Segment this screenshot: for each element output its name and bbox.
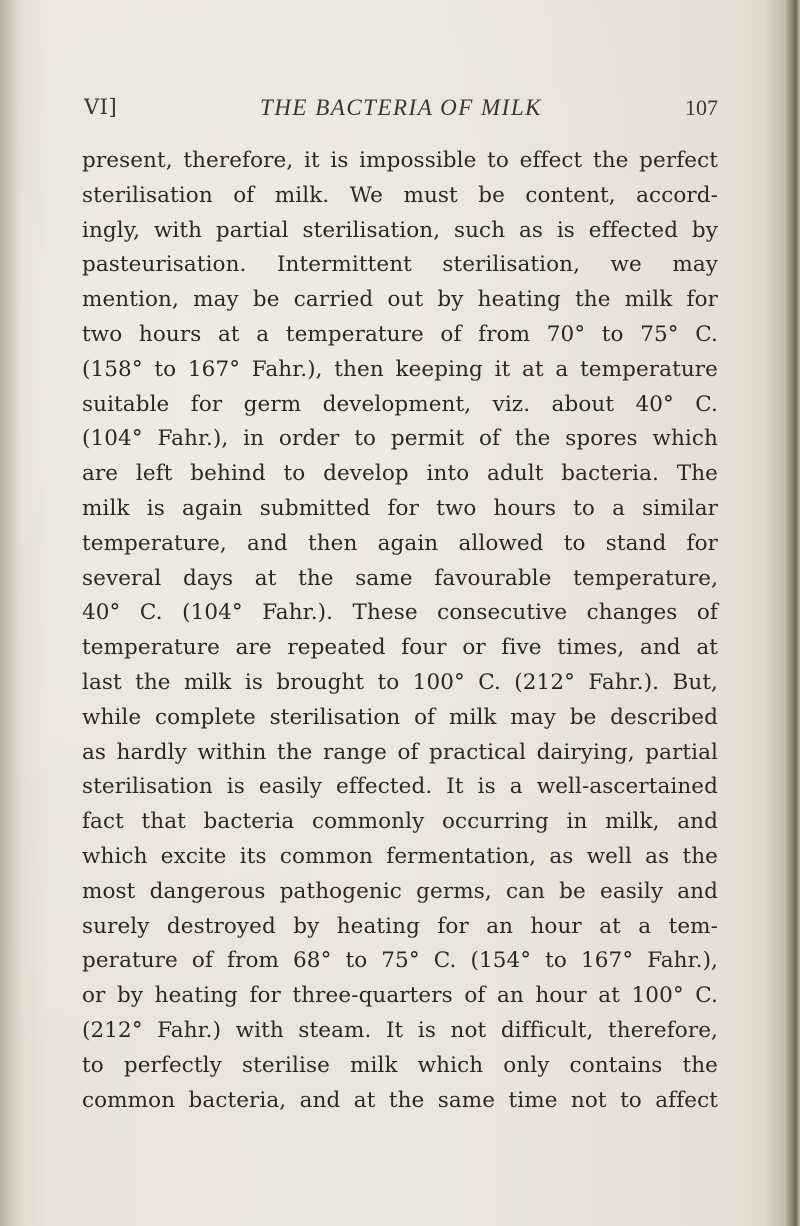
text-line: surely destroyed by heating for an hour at a tem- bbox=[82, 913, 718, 939]
text-line: (104° Fahr.), in order to permit of the spores which bbox=[82, 426, 718, 452]
text-line: to perfectly sterilise milk which only contains the bbox=[82, 1052, 718, 1078]
text-line: most dangerous pathogenic germs, can be easily and bbox=[82, 878, 718, 904]
text-line: as hardly within the range of practical dairying, partial bbox=[82, 739, 718, 765]
text-line: two hours at a temperature of from 70° to 75° C. bbox=[82, 321, 718, 347]
text-line: perature of from 68° to 75° C. (154° to 167° Fahr.), bbox=[82, 948, 718, 974]
text-line: last the milk is brought to 100° C. (212° Fahr.). But, bbox=[82, 669, 718, 695]
text-line: milk is again submitted for two hours to a similar bbox=[82, 495, 718, 521]
text-line: several days at the same favourable temperature, bbox=[82, 565, 718, 591]
text-line: while complete sterilisation of milk may be described bbox=[82, 704, 718, 730]
text-line: are left behind to develop into adult bacteria. The bbox=[82, 461, 718, 487]
text-line: (212° Fahr.) with steam. It is not difficult, therefore, bbox=[82, 1017, 718, 1043]
page-number: 107 bbox=[685, 95, 718, 120]
text-line: suitable for germ development, viz. about 40° C. bbox=[82, 391, 718, 417]
text-line: 40° C. (104° Fahr.). These consecutive changes of bbox=[82, 600, 718, 626]
text-line: fact that bacteria commonly occurring in milk, and bbox=[82, 809, 718, 835]
text-line: present, therefore, it is impossible to effect the perfect bbox=[82, 148, 718, 173]
text-line: common bacteria, and at the same time not to affect bbox=[82, 1087, 718, 1113]
running-title: THE BACTERIA OF MILK bbox=[260, 95, 542, 120]
text-line: ingly, with partial sterilisation, such as is effected by bbox=[82, 217, 718, 243]
running-header bbox=[84, 95, 718, 127]
text-line: which excite its common fermentation, as well as the bbox=[82, 843, 718, 869]
text-line: mention, may be carried out by heating the milk for bbox=[82, 287, 718, 313]
body-paragraph bbox=[82, 144, 718, 1118]
text-line: pasteurisation. Intermittent sterilisation, we may bbox=[82, 252, 718, 278]
text-line: temperature, and then again allowed to stand for bbox=[82, 530, 718, 556]
text-line: or by heating for three-quarters of an hour at 100° C. bbox=[82, 983, 718, 1009]
chapter-number: VI] bbox=[84, 95, 118, 119]
text-line: sterilisation is easily effected. It is a well-ascertained bbox=[82, 774, 718, 800]
page-gutter bbox=[0, 0, 22, 1226]
text-line: sterilisation of milk. We must be content, accord- bbox=[82, 182, 718, 208]
page-edge bbox=[786, 0, 800, 1226]
text-line: (158° to 167° Fahr.), then keeping it at a temperature bbox=[82, 356, 718, 382]
text-line: temperature are repeated four or five times, and at bbox=[82, 635, 718, 661]
